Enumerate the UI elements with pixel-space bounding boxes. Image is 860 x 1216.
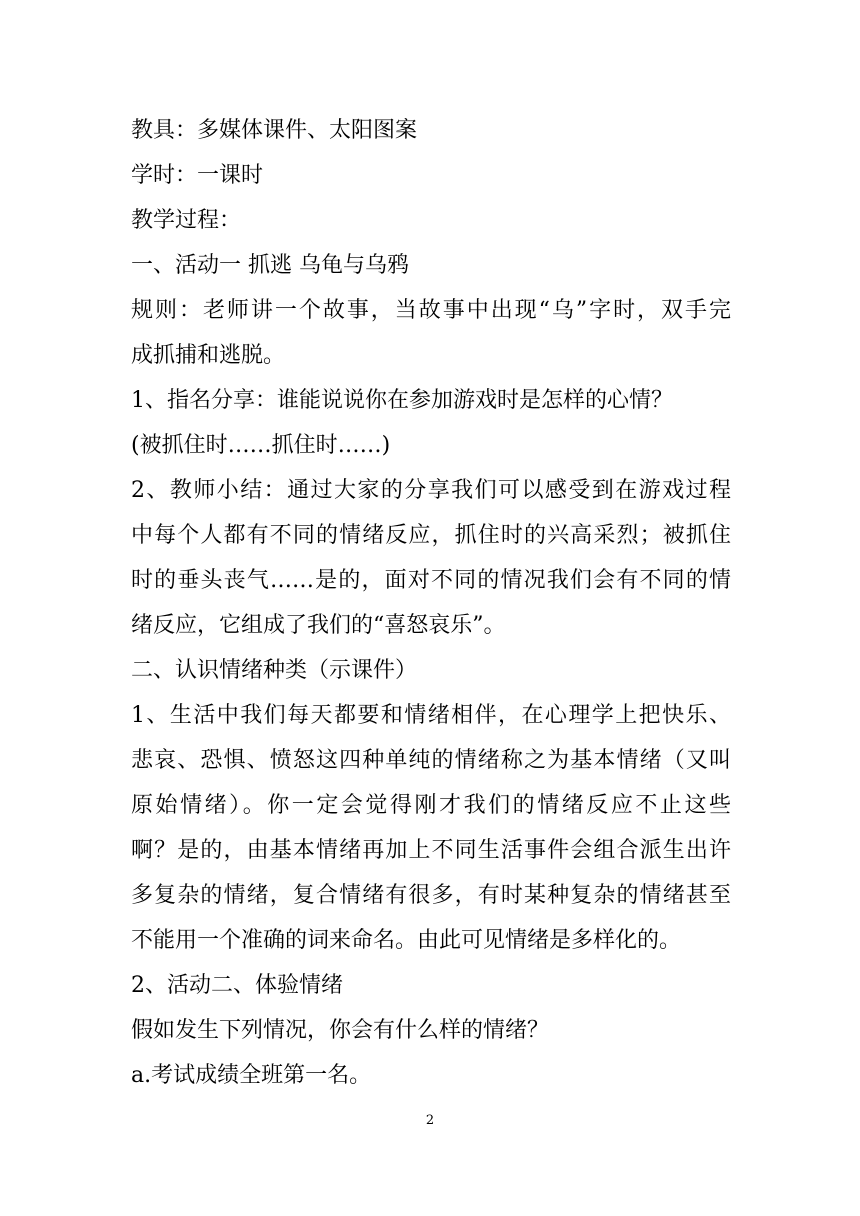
paragraph [131,108,731,153]
text-line: 2、活动二、体验情绪 [131,973,343,998]
document-body [131,108,731,1098]
paragraph [131,243,731,288]
text-line: 不能用一个准确的词来命名。由此可见情绪是多样化的。 [131,928,682,953]
text-line: 多复杂的情绪，复合情绪有很多，有时某种复杂的情绪甚至 [131,883,731,908]
text-line: 中每个人都有不同的情绪反应，抓住时的兴高采烈；被抓住 [131,523,731,548]
text-line: 时的垂头丧气……是的，面对不同的情况我们会有不同的情 [131,568,731,593]
text-line: (被抓住时……抓住时……) [131,433,391,458]
text-line: 绪反应，它组成了我们的“喜怒哀乐”。 [131,613,506,638]
paragraph [131,198,731,243]
paragraph [131,378,731,423]
text-line: 2、教师小结：通过大家的分享我们可以感受到在游戏过程 [131,478,731,503]
text-line: 规则：老师讲一个故事，当故事中出现“乌”字时，双手完 [131,298,731,323]
paragraph [131,648,731,693]
paragraph [131,693,731,963]
text-line: 教学过程： [131,208,242,233]
text-line: 学时：一课时 [131,163,264,188]
text-line: 一、活动一 抓逃 乌龟与乌鸦 [131,253,409,278]
text-line: 1、指名分享：谁能说说你在参加游戏时是怎样的心情？ [131,388,673,413]
paragraph [131,1008,731,1053]
paragraph [131,963,731,1008]
paragraph [131,1053,731,1098]
text-line: a.考试成绩全班第一名。 [131,1063,372,1088]
text-line: 啊？是的，由基本情绪再加上不同生活事件会组合派生出许 [131,838,731,863]
text-line: 二、认识情绪种类（示课件） [131,658,418,683]
page-number: 2 [425,1113,435,1128]
text-line: 成抓捕和逃脱。 [131,343,286,368]
paragraph [131,423,731,468]
text-line: 教具：多媒体课件、太阳图案 [131,118,418,143]
text-line: 悲哀、恐惧、愤怒这四种单纯的情绪称之为基本情绪（又叫 [131,748,731,773]
text-line: 假如发生下列情况，你会有什么样的情绪？ [131,1018,550,1043]
text-line: 原始情绪）。你一定会觉得刚才我们的情绪反应不止这些 [131,793,731,818]
paragraph [131,468,731,648]
paragraph [131,153,731,198]
paragraph [131,288,731,378]
text-line: 1、生活中我们每天都要和情绪相伴，在心理学上把快乐、 [131,703,731,728]
